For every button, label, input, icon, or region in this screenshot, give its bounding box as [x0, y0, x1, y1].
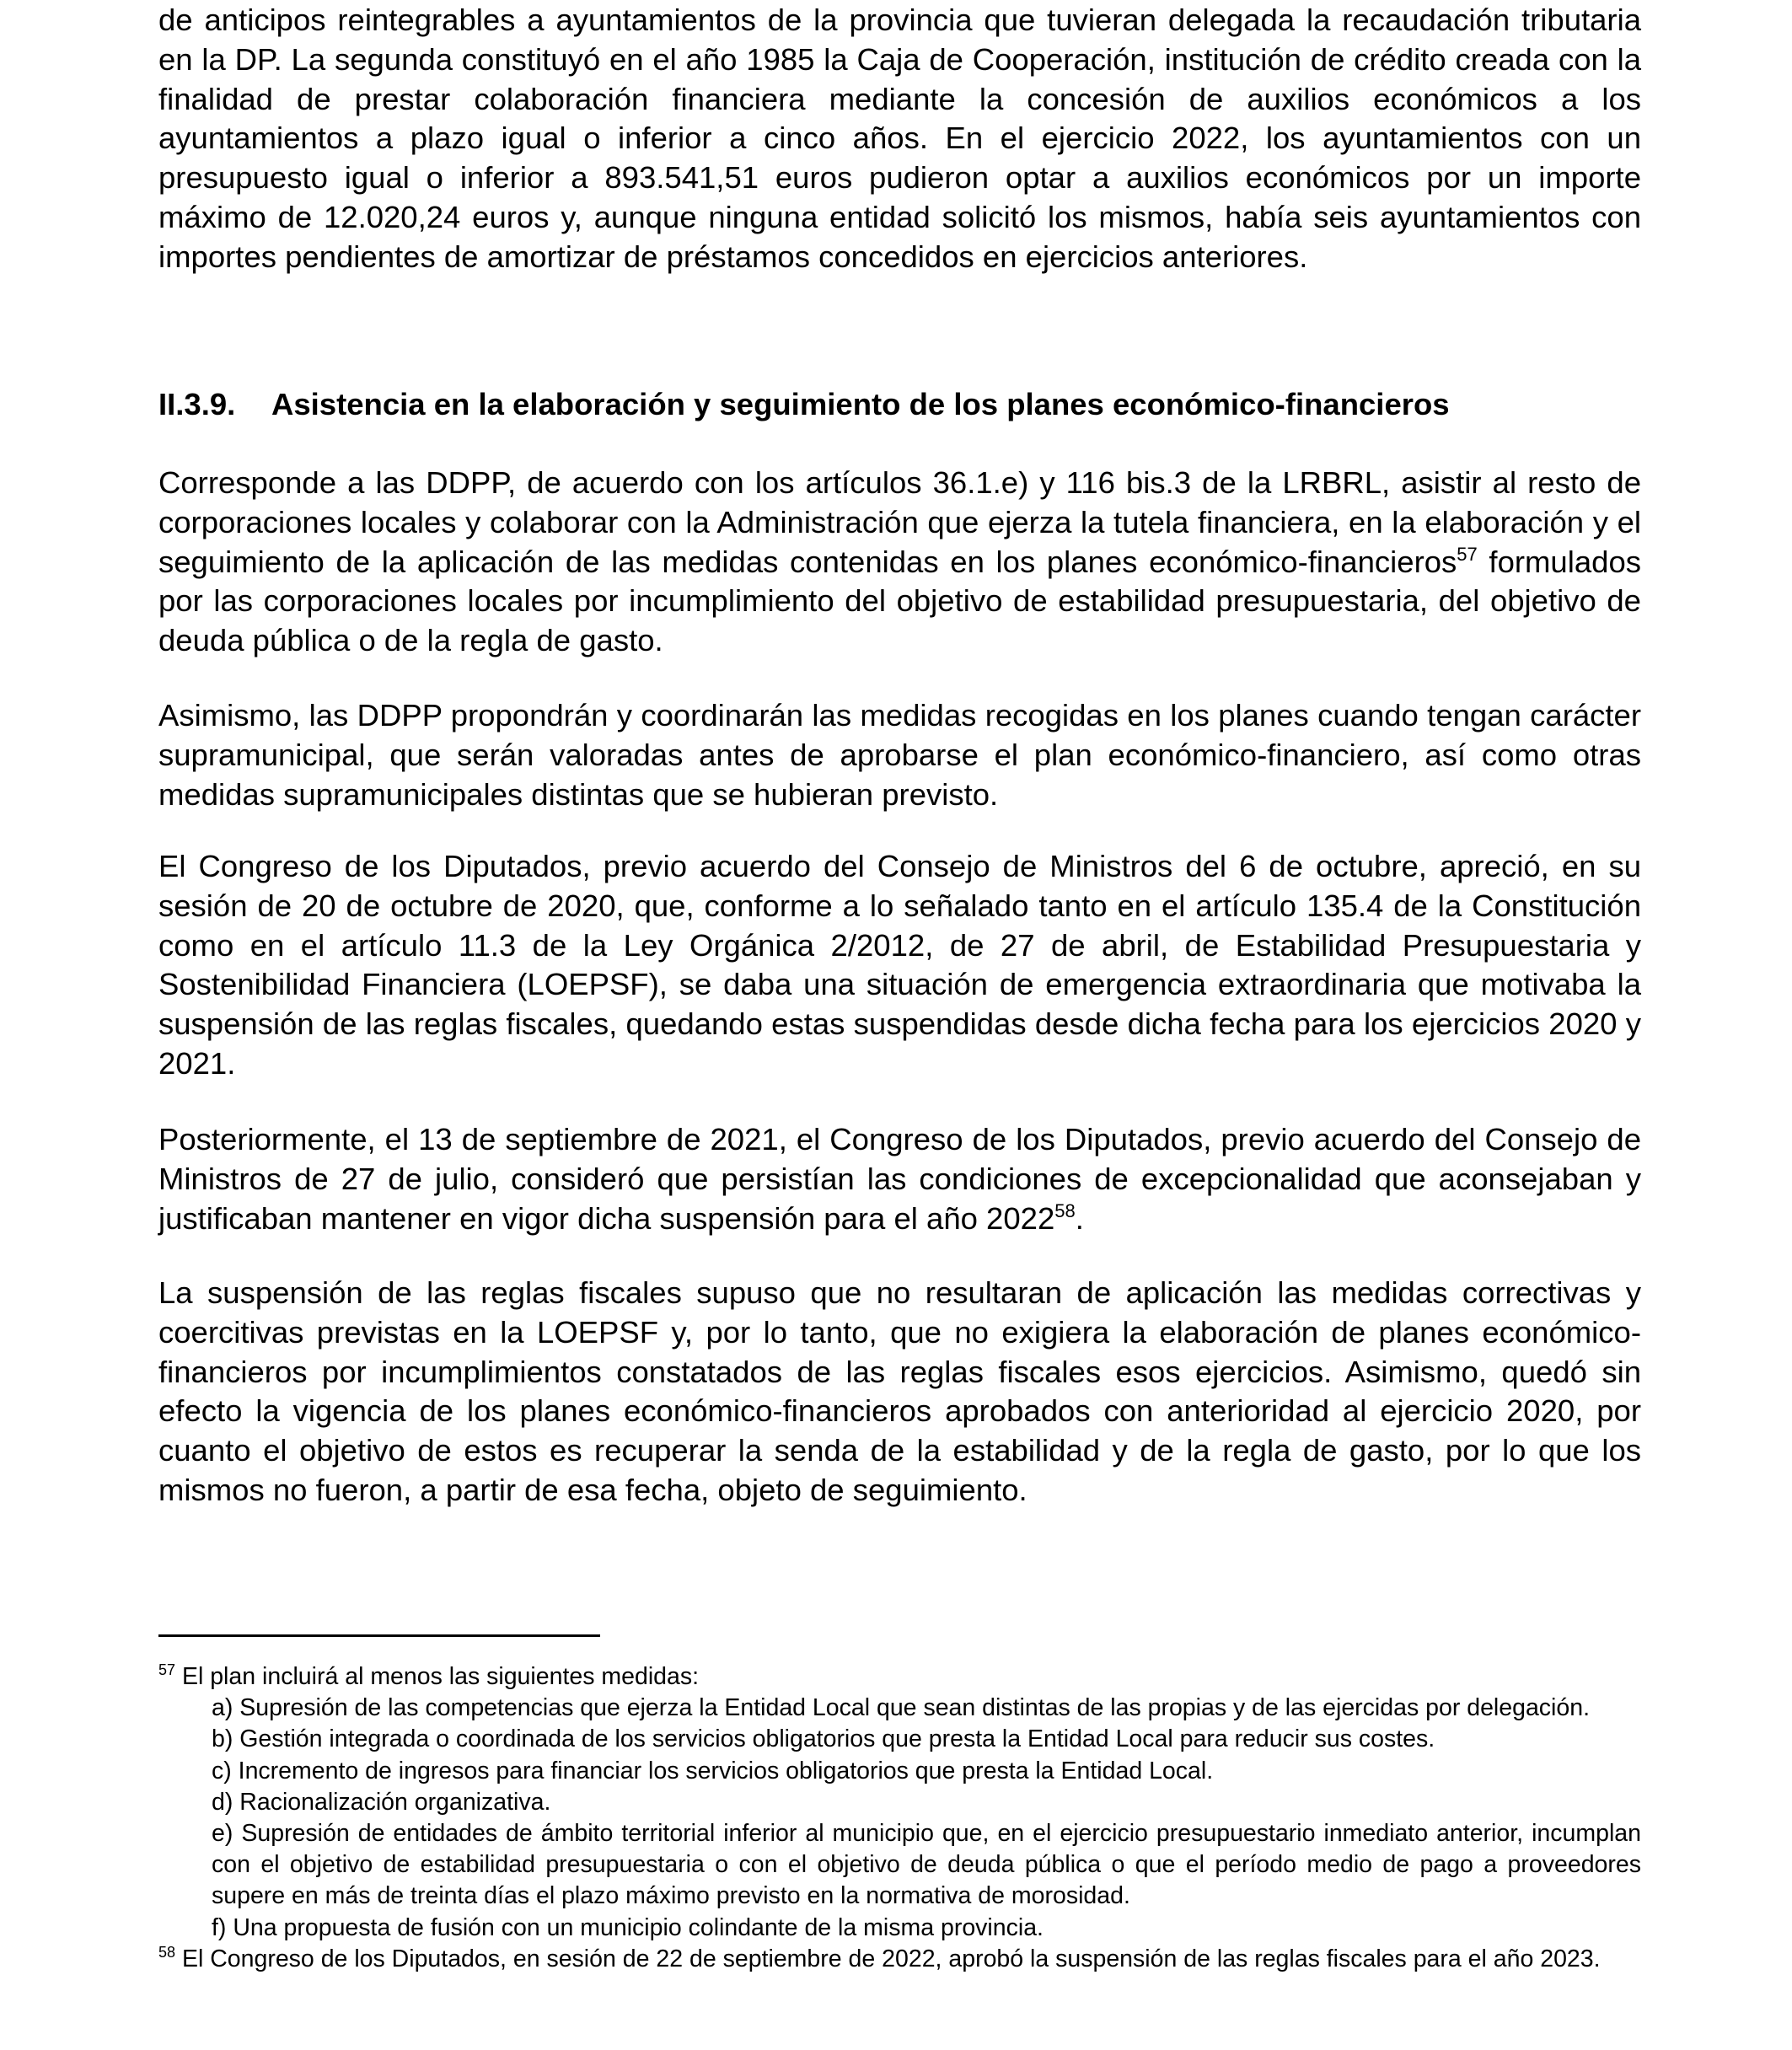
paragraph-corresponde	[158, 464, 1641, 661]
body-text: La suspensión de las reglas fiscales supuso que no resultaran de aplicación las medidas correctivas y coercitivas previstas en la LOEPSF y, por lo tanto, que no exigiera la elaboración de planes económico-financieros por incumplimientos constatados de las reglas fiscales esos ejercicios. Asimismo, quedó sin efecto la vigencia de los planes económico-financieros aprobados con anterioridad al ejercicio 2020, por cuanto el objetivo de estos es recuperar la senda de la estabilidad y de la regla de gasto, por lo que los mismos no fueron, a partir de esa fecha, objeto de seguimiento.	[158, 1275, 1641, 1507]
footnote-ref-58[interactable]: 58	[1054, 1199, 1076, 1221]
footnote-separator	[158, 1634, 600, 1637]
section-title: Asistencia en la elaboración y seguimiento de los planes económico-financieros	[271, 387, 1450, 421]
footnote-58	[158, 1944, 1641, 1975]
body-text: de anticipos reintegrables a ayuntamientos de la provincia que tuvieran delegada la recaudación tributaria en la DP. La segunda constituyó en el año 1985 la Caja de Cooperación, institución de crédito creada con la finalidad de prestar colaboración financiera mediante la concesión de auxilios económicos a los ayuntamientos a plazo igual o inferior a cinco años. En el ejercicio 2022, los ayuntamientos con un presupuesto igual o inferior a 893.541,51 euros pudieron optar a auxilios económicos por un importe máximo de 12.020,24 euros y, aunque ninguna entidad solicitó los mismos, había seis ayuntamientos con importes pendientes de amortizar de préstamos concedidos en ejercicios anteriores.	[158, 3, 1641, 274]
body-text: .	[1075, 1200, 1084, 1236]
footnote-mark: 57	[158, 1661, 176, 1678]
paragraph-caja-cooperacion	[158, 1, 1641, 277]
footnote-item: e) Supresión de entidades de ámbito territorial inferior al municipio que, en el ejercicio presupuestario inmediato anterior, incumplan con el objetivo de estabilidad presupuestaria o con el objetivo de deuda pública o que el período medio de pago a proveedores supere en más de treinta días el plazo máximo previsto en la normativa de morosidad.	[212, 1820, 1641, 1910]
body-text: Asimismo, las DDPP propondrán y coordinarán las medidas recogidas en los planes cuando tengan carácter supramunicipal, que serán valoradas antes de aprobarse el plan económico-financiero, así como otras medidas supramunicipales distintas que se hubieran previsto.	[158, 698, 1641, 812]
body-text: El Congreso de los Diputados, previo acuerdo del Consejo de Ministros del 6 de octubre, apreció, en su sesión de 20 de octubre de 2020, que, conforme a lo señalado tanto en el artículo 135.4 de la Constitución como en el artículo 11.3 de la Ley Orgánica 2/2012, de 27 de abril, de Estabilidad Presupuestaria y Sostenibilidad Financiera (LOEPSF), se daba una situación de emergencia extraordinaria que motivaba la suspensión de las reglas fiscales, quedando estas suspendidas desde dicha fecha para los ejercicios 2020 y 2021.	[158, 849, 1641, 1081]
footnote-item: d) Racionalización organizativa.	[212, 1788, 551, 1816]
paragraph-asimismo	[158, 696, 1641, 814]
footnote-57	[158, 1661, 1641, 1693]
paragraph-posteriormente	[158, 1120, 1641, 1238]
footnote-item: b) Gestión integrada o coordinada de los servicios obligatorios que presta la Entidad Local para reducir sus costes.	[212, 1725, 1435, 1753]
footnote-mark: 58	[158, 1943, 176, 1961]
footnote-ref-57[interactable]: 57	[1457, 543, 1478, 565]
footnote-item: f) Una propuesta de fusión con un municipio colindante de la misma provincia.	[212, 1913, 1044, 1941]
footnote-text: El plan incluirá al menos las siguientes medidas:	[175, 1663, 700, 1690]
body-text: Corresponde a las DDPP, de acuerdo con los artículos 36.1.e) y 116 bis.3 de la LRBRL, asistir al resto de corporaciones locales y colaborar con la Administración que ejerza la tutela financiera, en la elaboración y el seguimiento de la aplicación de las medidas contenidas en los planes económico-financieros	[158, 465, 1641, 579]
footnote-text: El Congreso de los Diputados, en sesión de 22 de septiembre de 2022, aprobó la suspensión de las reglas fiscales para el año 2023.	[175, 1945, 1601, 1972]
body-text: Posteriormente, el 13 de septiembre de 2021, el Congreso de los Diputados, previo acuerdo del Consejo de Ministros de 27 de julio, consideró que persistían las condiciones de excepcionalidad que aconsejaban y justificaban mantener en vigor dicha suspensión para el año 2022	[158, 1122, 1641, 1236]
footnote-item: a) Supresión de las competencias que ejerza la Entidad Local que sean distintas de las propias y de las ejercidas por delegación.	[212, 1694, 1591, 1722]
body-text: formulados por las corporaciones locales por incumplimiento del objetivo de estabilidad presupuestaria, del objetivo de deuda pública o de la regla de gasto.	[158, 544, 1641, 658]
paragraph-suspension	[158, 1274, 1641, 1511]
paragraph-congreso-2020	[158, 847, 1641, 1084]
footnotes	[158, 1661, 1641, 1975]
footnote-item: c) Incremento de ingresos para financiar los servicios obligatorios que presta la Entidad Local.	[212, 1757, 1214, 1784]
section-number: II.3.9.	[158, 387, 236, 421]
section-heading	[158, 385, 1641, 424]
